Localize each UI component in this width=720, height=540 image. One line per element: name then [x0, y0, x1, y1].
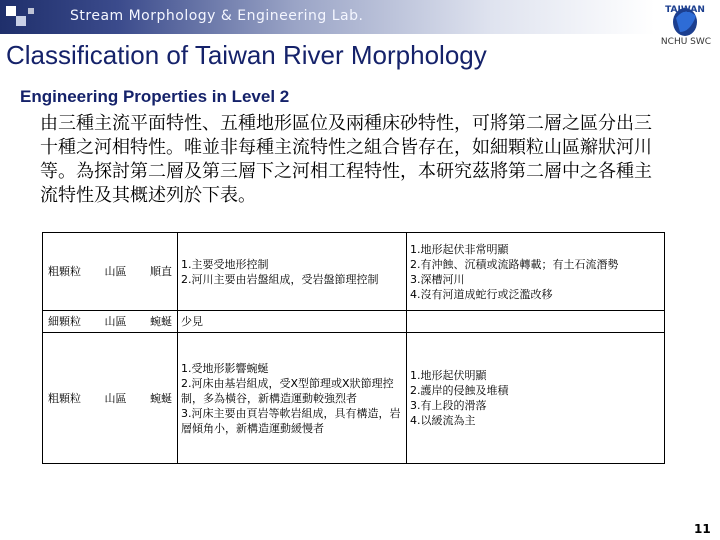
remark-line: 2.有沖蝕、沉積或流路轉載；有土石流潛勢 — [410, 257, 619, 271]
page-number: 11 — [694, 522, 711, 536]
slide-title: Classification of Taiwan River Morphology — [6, 40, 487, 70]
remark-line: 2.護岸的侵蝕及堆積 — [410, 384, 509, 397]
property-line: 2.河床由基岩組成，受X型節理或X狀節理控制，多為橫谷，新構造運動較強烈者 — [181, 376, 394, 405]
table-cell-category — [43, 311, 178, 333]
table-row — [43, 311, 665, 333]
category-planform: 蜿蜒 — [150, 391, 172, 405]
category-terrain: 山區 — [104, 265, 127, 278]
category-grain: 粗顆粒 — [48, 265, 81, 278]
slide-subtitle: Engineering Properties in Level 2 — [20, 87, 290, 106]
category-grain: 細顆粒 — [48, 315, 81, 328]
table-cell-category — [43, 233, 178, 311]
property-line: 3.河床主要由頁岩等軟岩組成，具有構造，岩層傾角小，新構造運動緩慢者 — [181, 406, 401, 435]
table-cell-remarks — [407, 333, 665, 464]
category-terrain: 山區 — [104, 391, 127, 405]
table-row — [43, 233, 665, 311]
remark-line: 3.深槽河川 — [410, 272, 465, 286]
lab-name: Stream Morphology & Engineering Lab. — [70, 8, 364, 24]
category-planform: 順直 — [150, 265, 172, 278]
category-terrain: 山區 — [104, 315, 127, 328]
table-cell-remarks — [407, 233, 665, 311]
remark-line: 1.地形起伏明顯 — [410, 369, 487, 382]
remark-line: 4.沒有河道成蛇行或泛濫改移 — [410, 287, 553, 301]
remark-line: 1.地形起伏非常明顯 — [410, 242, 509, 256]
morphology-table — [42, 232, 665, 464]
category-planform: 蜿蜒 — [150, 315, 172, 328]
taiwan-logo-icon — [656, 2, 714, 38]
table-cell-category — [43, 333, 178, 464]
slide-paragraph: 由三種主流平面特性、五種地形區位及兩種床砂特性，可將第二層之區分出三十種之河相特性。唯並非每種主流特性之組合皆存在，如細顆粒山區辮狀河川等。為探討第二層及第三層下之河相工程特性，本研究茲將第二層中之各種主流特性及其概述列於下表。 — [40, 113, 652, 206]
property-line: 1.受地形影響蜿蜒 — [181, 361, 269, 375]
table-row — [43, 333, 665, 464]
taiwan-logo-text: TAIWAN — [665, 5, 705, 15]
category-grain: 粗顆粒 — [48, 391, 81, 405]
table-cell-properties — [178, 233, 407, 311]
remark-line: 4.以緩流為主 — [410, 414, 476, 427]
property-line: 2.河川主要由岩盤組成，受岩盤節理控制 — [181, 272, 379, 286]
table-cell-properties — [178, 311, 407, 333]
table-cell-properties — [178, 333, 407, 464]
remark-line: 3.有上段的滑落 — [410, 399, 487, 412]
table-cell-remarks — [407, 311, 665, 333]
property-line: 1.主要受地形控制 — [181, 257, 269, 271]
institution-label: NCHU SWC — [660, 37, 712, 47]
lab-logo-icon — [4, 4, 48, 30]
property-line: 少見 — [181, 315, 203, 328]
